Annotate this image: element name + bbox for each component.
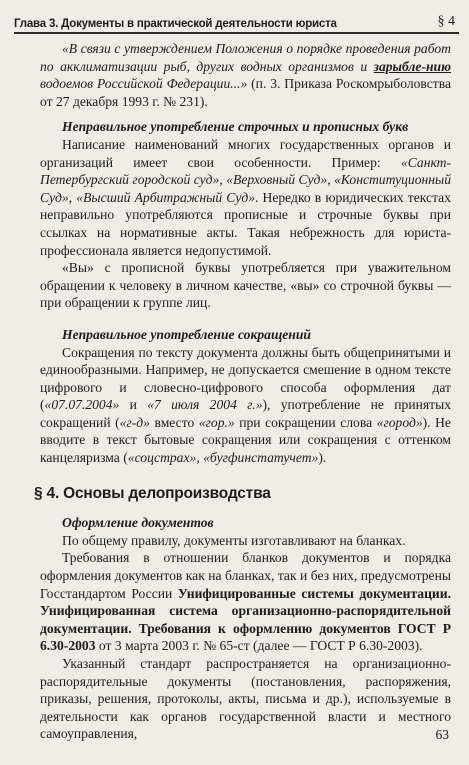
gost-title: Унифицированные системы документации. Унифицированная система организационно-распорядительной документации. Требования к оформлению документов ГОСТ Р 6.30-2003 (40, 585, 451, 654)
example-court-4: «Высший Арбитражный Суд» (76, 189, 255, 205)
quote-italic-start: «В связи с утверждением Положения о порядке проведения работ по акклиматизации рыб, других водных организмов и (40, 41, 451, 74)
case-paragraph-2: «Вы» с прописной буквы употребляется при уважительном обращении к человеку в личном качестве, «вы» со строчной буквы — при обращении к группе лиц. (40, 260, 451, 311)
quote-italic-end: водоемов Российской Федерации...» (40, 76, 248, 92)
section-paragraph-2: Требования в отношении бланков документов и порядка оформления документов как на бланках, так и без них, предусмотрены Госстандартом России Унифицированные системы документации. Унифицированная система организационно-распорядительной документации. Требования к оформлению документов ГОСТ Р 6.30-2003 от 3 марта 2003 г. № 65-ст (далее — ГОСТ Р 6.30-2003). (40, 550, 451, 654)
example-court-1: «Санкт-Петербургский городской суд» (40, 154, 451, 188)
chapter-title: Глава 3. Документы в практической деятельности юриста (14, 18, 337, 30)
subheading-abbreviations: Неправильное употребление сокращений (62, 326, 311, 342)
case-paragraph-1: Написание наименований многих государственных органов и организаций имеет свои особенности. Пример: «Санкт-Петербургский городской суд», «Верховный Суд», «Конституционный Суд», «Высший Арбитражный Суд». Нередко в юридических текстах неправильно употребляются прописные и строчные буквы при ссылках на нормативные акты. Такая небрежность для юриста-профессионала является недопустимой. (40, 136, 452, 258)
example-court-3: «Конституционный Суд» (40, 172, 451, 205)
abbr-example-2: «гор.» (198, 414, 235, 430)
running-header (14, 6, 459, 34)
chancery-example-1: «соцстрах» (127, 450, 197, 466)
subheading-documents: Оформление документов (62, 515, 214, 531)
word-example: «город» (376, 414, 423, 430)
example-court-2: «Верховный Суд» (226, 172, 328, 188)
section-mark: § 4 (437, 14, 455, 29)
subheading-case: Неправильное употребление строчных и прописных букв (62, 119, 409, 135)
quote-bold-word: зарыбле-нию (373, 58, 451, 74)
date-example-2: «7 июля 2004 г.» (147, 397, 263, 413)
date-example-1: «07.07.2004» (44, 397, 120, 413)
section-paragraph-1: По общему правилу, документы изготавливают на бланках. (62, 532, 406, 548)
page-number: 63 (435, 727, 449, 742)
section-heading: § 4. Основы делопроизводства (34, 484, 271, 502)
abbreviations-paragraph: Сокращения по тексту документа должны быть общепринятыми и единообразными. Например, не допускается смешение в одном тексте цифрового и словесно-цифрового способа оформления дат («07.07.2004» и «7 июля 2004 г.»), употребление не принятых сокращений («г-д» вместо «гор.» при сокращении слова «город»). Не вводите в текст бытовые сокращения или сокращения с оттенком канцеляризма («соцстрах», «бугфинстатучет»). (40, 344, 451, 466)
page-body (34, 40, 452, 743)
quote-paragraph (40, 40, 451, 110)
quote-citation: (п. 3. Приказа Роскомрыболовства от 27 декабря 1993 г. № 231). (40, 76, 451, 109)
abbr-example-1: «г-д» (119, 414, 150, 430)
chancery-example-2: «бугфинстатучет» (203, 450, 319, 466)
section-paragraph-3: Указанный стандарт распространяется на организационно-распорядительные документы (постановления, распоряжения, приказы, решения, протоколы, акты, письма и др.), используемые в деятельности как органов государственной власти и местного самоуправления, (40, 656, 451, 742)
